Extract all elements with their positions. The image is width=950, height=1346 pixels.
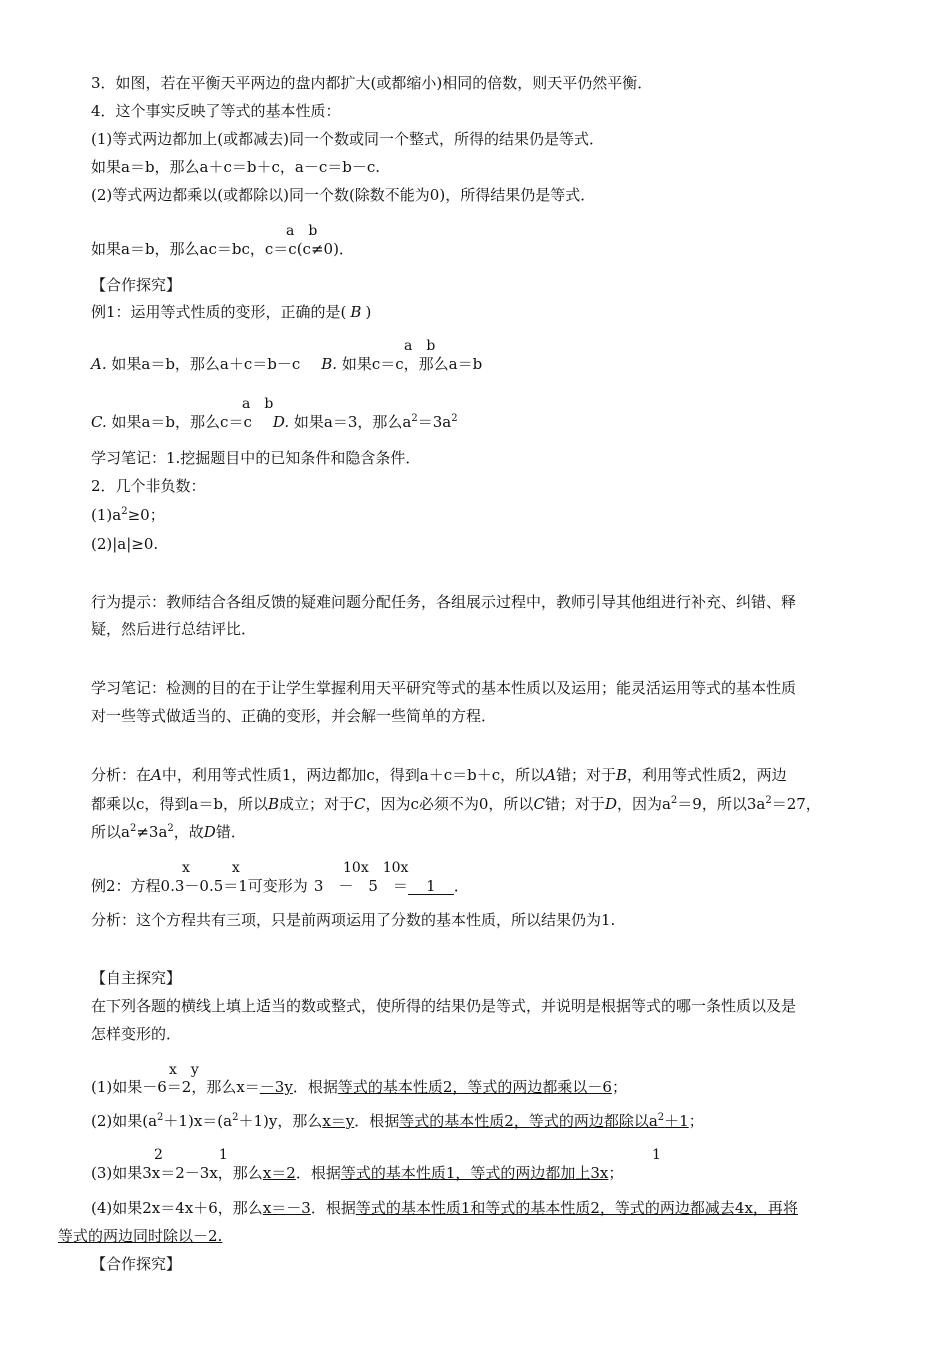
analysis-1-line-3: 所以$a^2\ne 3a^2$，故D错．	[91, 823, 246, 841]
example-1-question: 例1：运用等式性质的变形，正确的是( B )	[91, 303, 372, 321]
question-3-answer-numerator: 1	[652, 1147, 661, 1163]
analysis-1-line-1: 分析：在A中，利用等式性质1，两边都加c，得到a＋c＝b＋c，所以A错；对于B，利用等式性质2，两边	[91, 766, 787, 784]
property-2-fraction-numerators: a b	[286, 223, 318, 239]
study-note-1: 学习笔记：1.挖掘题目中的已知条件和隐含条件．	[91, 449, 421, 467]
study-note-3-line-2: 对一些等式做适当的、正确的变形，并会解一些简单的方程．	[91, 707, 497, 725]
para-3: 3．如图，若在平衡天平两边的盘内都扩大(或都缩小)相同的倍数，则天平仍然平衡．	[91, 74, 653, 92]
behavior-hint-line-2: 疑，然后进行总结评比．	[91, 620, 257, 638]
section-heading-self-study: 【自主探究】	[91, 969, 182, 987]
para-4: 4．这个事实反映了等式的基本性质：	[91, 102, 341, 120]
example-2-question: 例2：方程0.3－0.5＝1可变形为 3 － 5 ＝ 1 ．	[91, 877, 469, 895]
behavior-hint-line-1: 行为提示：教师结合各组反馈的疑难问题分配任务，各组展示过程中，教师引导其他组进行补充、纠错、释	[91, 593, 797, 611]
question-1: (1)如果－6＝2，那么x＝－3y．根据等式的基本性质2，等式的两边都乘以－6；	[91, 1078, 627, 1096]
option-a-b-line: A. 如果a＝b，那么a＋c＝b－c B. 如果c＝c，那么a＝b	[91, 355, 483, 373]
property-2: (2)等式两边都乘以(或都除以)同一个数(除数不能为0)，所得结果仍是等式．	[91, 186, 596, 204]
question-4-line-2: 等式的两边同时除以－2.	[58, 1227, 223, 1245]
self-study-instruction-1: 在下列各题的横线上填上适当的数或整式，使所得的结果仍是等式，并说明是根据等式的哪一条性质以及是	[91, 997, 797, 1015]
non-negative-2: (2)|a|≥0.	[91, 535, 159, 553]
option-c-d-line: C. 如果a＝b，那么c＝c D. 如果a＝3，那么$a^2=3a^2$	[91, 413, 458, 431]
study-note-3-line-1: 学习笔记：检测的目的在于让学生掌握利用天平研究等式的基本性质以及运用；能灵活运用等式的基本性质	[91, 679, 797, 697]
example-1-answer: B	[350, 303, 362, 321]
option-b-numerators: a b	[404, 338, 436, 354]
question-3-numerators: 2 1	[154, 1147, 228, 1163]
section-heading-cooperative-2: 【合作探究】	[91, 1255, 182, 1273]
option-c-numerators: a b	[242, 396, 274, 412]
analysis-2: 分析：这个方程共有三项，只是前两项运用了分数的基本性质，所以结果仍为1.	[91, 911, 616, 929]
example-2-numerators-left: x x	[182, 860, 240, 876]
non-negative-1: $(1)a^2\ge 0$；	[91, 506, 165, 524]
section-heading-cooperative: 【合作探究】	[91, 276, 182, 294]
example-2-answer-blank: 1	[408, 878, 454, 895]
example-2-numerators-right: 10x 10x	[343, 860, 409, 876]
analysis-1-line-2: 都乘以c，得到a＝b，所以B成立；对于C，因为c必须不为0，所以C错；对于D，因为$a^2=9$，所以$3a^2=27$，	[91, 795, 821, 813]
self-study-instruction-2: 怎样变形的．	[91, 1025, 182, 1043]
question-1-numerators: x y	[169, 1062, 199, 1078]
property-1: (1)等式两边都加上(或都减去)同一个数或同一个整式，所得的结果仍是等式．	[91, 130, 604, 148]
property-2-example: 如果a＝b，那么ac＝bc，c＝c(c≠0)．	[91, 240, 354, 258]
study-note-2: 2．几个非负数：	[91, 477, 206, 495]
property-1-example: 如果a＝b，那么a＋c＝b＋c，a－c＝b－c.	[91, 158, 381, 176]
question-3: (3)如果3x＝2－3x，那么x＝2．根据等式的基本性质1，等式的两边都加上3x；	[91, 1164, 624, 1182]
question-2: (2)如果$(a^2+1)x=(a^2+1)y$，那么x＝y．根据等式的基本性质2，等式的两边都除以$a^2+1$；	[91, 1112, 704, 1130]
question-4-line-1: (4)如果2x＝4x＋6，那么x＝－3．根据等式的基本性质1和等式的基本性质2，等式的两边都减去4x，再将	[91, 1199, 798, 1217]
